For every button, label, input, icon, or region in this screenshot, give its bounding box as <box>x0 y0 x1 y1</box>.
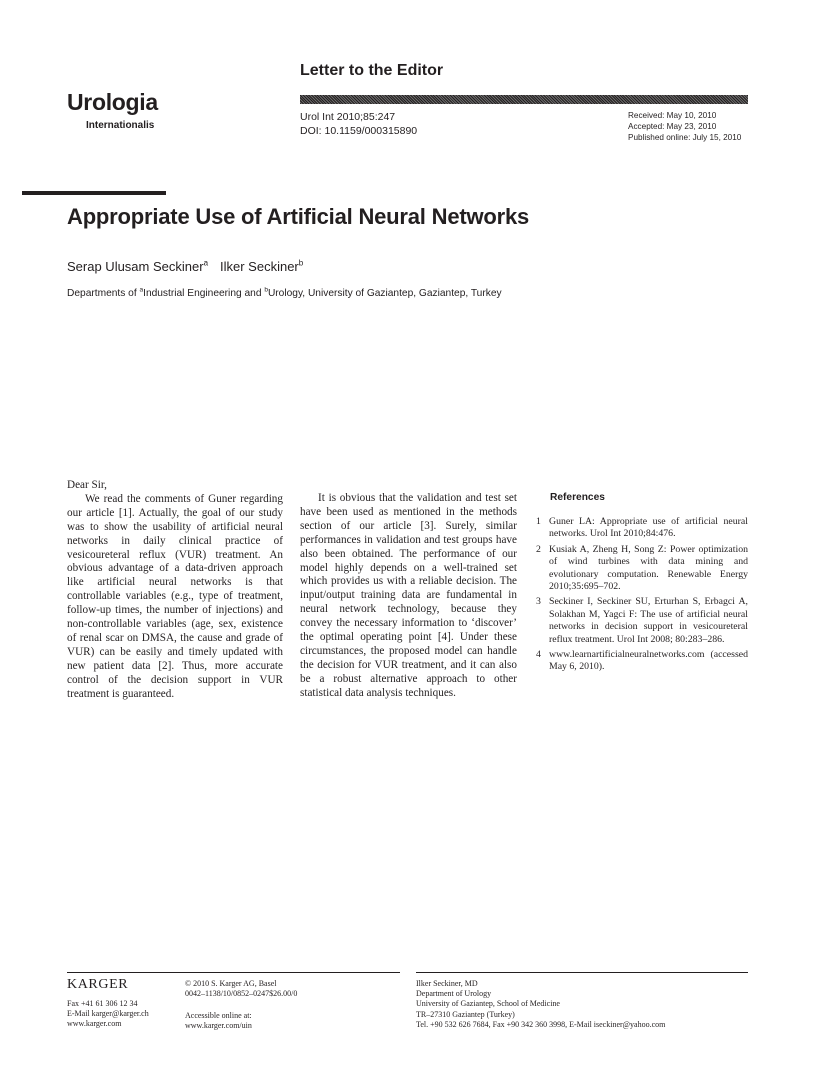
reference-number: 4 <box>536 649 541 661</box>
publisher-email[interactable]: E-Mail karger@karger.ch <box>67 1009 149 1019</box>
body-column-2 <box>300 492 517 701</box>
reference-item <box>536 649 748 674</box>
corr-name: Ilker Seckiner, MD <box>416 979 478 988</box>
title-rule <box>22 191 166 195</box>
header-hatch-bar <box>300 95 748 104</box>
affil-dept-a: Industrial Engineering and <box>143 288 265 299</box>
reference-number: 2 <box>536 543 541 555</box>
author-2-affil-mark: b <box>298 258 304 268</box>
references-list <box>536 516 748 677</box>
reference-number: 1 <box>536 516 541 527</box>
correspondence-address <box>416 979 665 1030</box>
body-column-1 <box>67 479 283 702</box>
publisher-logo: KARGER <box>67 977 129 992</box>
section-label: Letter to the Editor <box>300 62 444 79</box>
affil-mark-b: b <box>264 286 268 294</box>
corr-city: TR–27310 Gaziantep (Turkey) <box>416 1009 515 1019</box>
footer-rule-right <box>416 972 748 973</box>
reference-item <box>536 596 748 646</box>
affiliations <box>67 288 502 299</box>
author-1-affil-mark: a <box>203 258 209 268</box>
reference-text: Seckiner I, Seckiner SU, Erturhan S, Erbagci A, Solakhan M, Yagci F: The use of artificial neural networks in decision support in vesicoureteral reflux treatment. Urol Int 2008; 80:283–286. <box>549 596 748 645</box>
copyright-block <box>185 979 297 999</box>
author-2: Ilker Seckiner <box>220 259 299 274</box>
article-title: Appropriate Use of Artificial Neural Networks <box>67 204 530 229</box>
affil-dept-b: Urology, University of Gaziantep, Gaziantep, Turkey <box>267 288 502 299</box>
citation-block <box>300 110 417 138</box>
publisher-contact <box>67 999 149 1030</box>
publication-dates <box>628 110 741 143</box>
copyright: © 2010 S. Karger AG, Basel <box>185 979 277 988</box>
body-paragraph-2: It is obvious that the validation and test set have been used as mentioned in the methods section of our article [3]. Surely, similar performances in validation and test groups have also been obtained. The performance of our model highly depends on a well-trained set which provides us with a reliable decision. The input/output training data are fundamental in neural network technology, because they convey the necessary information to ‘discover’ the optimal operating point [4]. Under these circumstances, the proposed model can handle the decision for VUR treatment, and it can also be a robust alternative approach to other statistical data analysis techniques. <box>300 492 517 699</box>
affil-mark-a: a <box>139 286 144 294</box>
publisher-fax: Fax +41 61 306 12 34 <box>67 999 138 1008</box>
body-paragraph-1: We read the comments of Guner regarding our article [1]. Actually, the goal of our study was to show the usability of artificial neural networks in daily clinical practice of vesicoureteral reflux (VUR) treatment. An obvious advantage of a data-driven approach like artificial neural networks is that controllable variables (e.g., type of treatment, follow-up times, the number of injections) and non-controllable variables (age, sex, existence of renal scar on DMSA, the cause and grade of VUR) can be easily and timely updated with new patient data [2]. Thus, more accurate control of the decision support in VUR treatment is guaranteed. <box>67 492 283 700</box>
corr-dept: Department of Urology <box>416 989 492 999</box>
reference-text[interactable]: www.learnartificialneuralnetworks.com (accessed May 6, 2010). <box>549 649 748 673</box>
citation: Urol Int 2010;85:247 <box>300 111 396 123</box>
doi[interactable]: DOI: 10.1159/000315890 <box>300 125 418 137</box>
access-url[interactable]: www.karger.com/uin <box>185 1021 252 1031</box>
reference-number: 3 <box>536 596 541 608</box>
reference-item <box>536 544 748 594</box>
journal-logo-title: Urologia <box>67 89 158 115</box>
accepted-date: Accepted: May 23, 2010 <box>628 122 717 131</box>
authors <box>67 259 303 274</box>
affil-prefix: Departments of <box>67 288 140 299</box>
footer-rule-left <box>67 972 400 973</box>
author-1: Serap Ulusam Seckiner <box>67 259 204 274</box>
publisher-website[interactable]: www.karger.com <box>67 1019 122 1029</box>
reference-text: Kusiak A, Zheng H, Song Z: Power optimization of wind turbines with data mining and evolutionary computation. Renewable Energy 2010;35:695–702. <box>549 543 748 593</box>
corr-univ: University of Gaziantep, School of Medicine <box>416 999 560 1009</box>
reference-item <box>536 516 748 541</box>
access-label: Accessible online at: <box>185 1011 252 1020</box>
reference-text: Guner LA: Appropriate use of artificial neural networks. Urol Int 2010;84:476. <box>549 516 748 540</box>
salutation: Dear Sir, <box>67 479 107 491</box>
online-access <box>185 1011 252 1031</box>
references-heading: References <box>550 492 605 503</box>
corr-contact: Tel. +90 532 626 7684, Fax +90 342 360 3998, E-Mail iseckiner@yahoo.com <box>416 1019 666 1029</box>
received-date: Received: May 10, 2010 <box>628 111 717 120</box>
journal-logo-subtitle: Internationalis <box>86 120 155 131</box>
issn: 0042–1138/10/0852–0247$26.00/0 <box>185 989 298 999</box>
published-date: Published online: July 15, 2010 <box>628 133 742 142</box>
